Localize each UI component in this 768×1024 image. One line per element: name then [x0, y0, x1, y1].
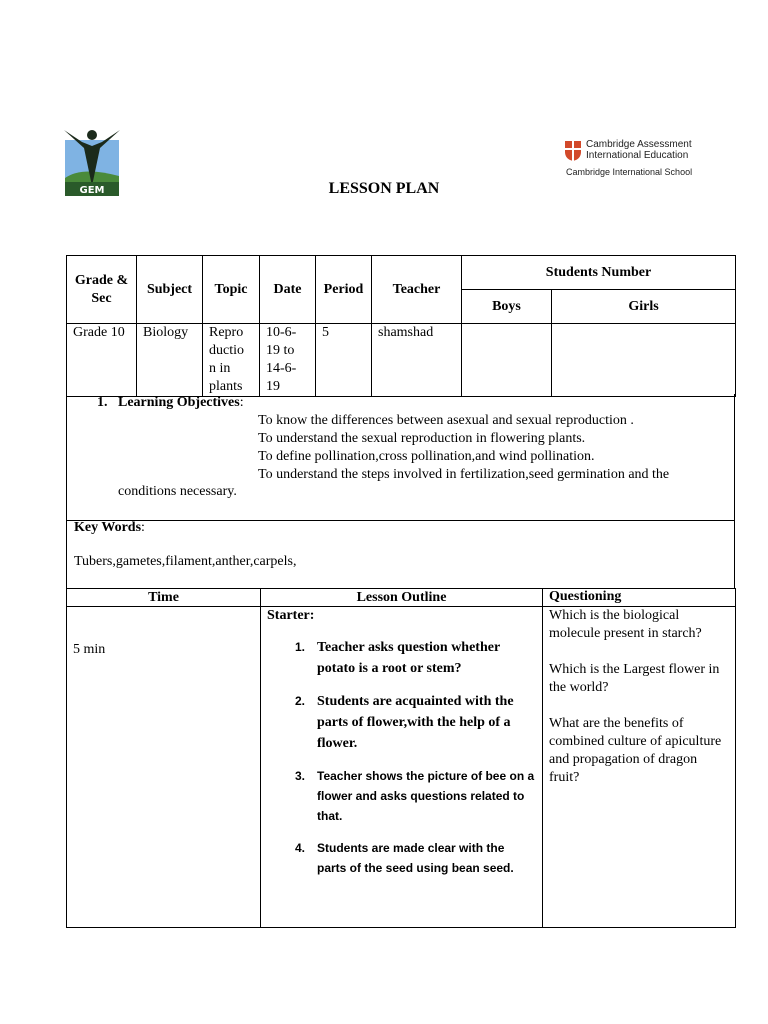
header-teacher: Teacher [372, 256, 462, 324]
header-lesson-outline: Lesson Outline [261, 589, 543, 607]
cell-lesson-outline [261, 607, 543, 928]
question-item: Which is the biological molecule present in starch? [549, 608, 702, 641]
cambridge-logo-line1: Cambridge Assessment [586, 139, 692, 150]
objective-continuation: conditions necessary. [118, 484, 237, 499]
gem-logo-text: GEM [79, 185, 105, 196]
outline-item: 4. Students are made clear with the parts of the seed using bean seed. [295, 841, 514, 875]
header-students-number: Students Number [462, 256, 736, 290]
question-item: What are the benefits of combined culture of apiculture and propagation of dragon fruit? [549, 716, 722, 785]
cell-period: 5 [316, 324, 372, 397]
cambridge-logo-line3: Cambridge International School [566, 167, 693, 177]
objective-line: To understand the sexual reproduction in flowering plants. [258, 431, 586, 446]
header-subject: Subject [137, 256, 203, 324]
header-topic: Topic [203, 256, 260, 324]
cell-subject: Biology [137, 324, 203, 397]
outline-item: 1. Teacher asks question whether potato is a root or stem? [295, 640, 500, 676]
cell-boys [462, 324, 552, 397]
header-boys: Boys [462, 290, 552, 324]
cambridge-shield-icon [564, 140, 582, 162]
objective-line: To know the differences between asexual and sexual reproduction . [258, 413, 634, 428]
header-questioning: Questioning [543, 589, 736, 607]
page-title: LESSON PLAN [328, 180, 440, 197]
cambridge-logo-line2: International Education [586, 150, 689, 161]
header-time: Time [67, 589, 261, 607]
cell-date: 10-6- 19 to 14-6- 19 [260, 324, 316, 397]
time-value: 5 min [73, 642, 106, 657]
cell-girls [552, 324, 736, 397]
outline-item: 3. Teacher shows the picture of bee on a flower and asks questions related to that. [295, 769, 535, 823]
objective-line: To define pollination,cross pollination,and wind pollination. [258, 449, 595, 464]
key-words-list: Tubers,gametes,filament,anther,carpels, [74, 554, 297, 569]
starter-label: Starter: [267, 608, 315, 623]
objectives-number: 1. [97, 395, 108, 410]
cell-time [67, 607, 261, 928]
key-words-section [66, 520, 735, 589]
outline-item: 2. Students are acquainted with the parts of flower,with the help of a flower. [295, 694, 514, 751]
key-words-heading: Key Words: [74, 520, 145, 535]
header-date: Date [260, 256, 316, 324]
header-grade-sec: Grade & Sec [67, 256, 137, 324]
objectives-heading: 1. Learning Objectives: [97, 395, 244, 410]
learning-objectives-section [66, 394, 735, 521]
cell-questioning [543, 607, 736, 928]
cell-teacher: shamshad [372, 324, 462, 397]
header-girls: Girls [552, 290, 736, 324]
objective-line: To understand the steps involved in fertilization,seed germination and the [258, 467, 670, 482]
objectives-heading-text: Learning Objectives [118, 395, 240, 410]
cell-topic: Repro ductio n in plants [203, 324, 260, 397]
header-period: Period [316, 256, 372, 324]
lesson-outline-table [66, 588, 736, 928]
objectives-list [258, 412, 728, 484]
cell-grade: Grade 10 [67, 324, 137, 397]
info-table [66, 255, 736, 397]
cambridge-logo [562, 139, 697, 179]
question-item: Which is the Largest flower in the world? [549, 662, 720, 695]
